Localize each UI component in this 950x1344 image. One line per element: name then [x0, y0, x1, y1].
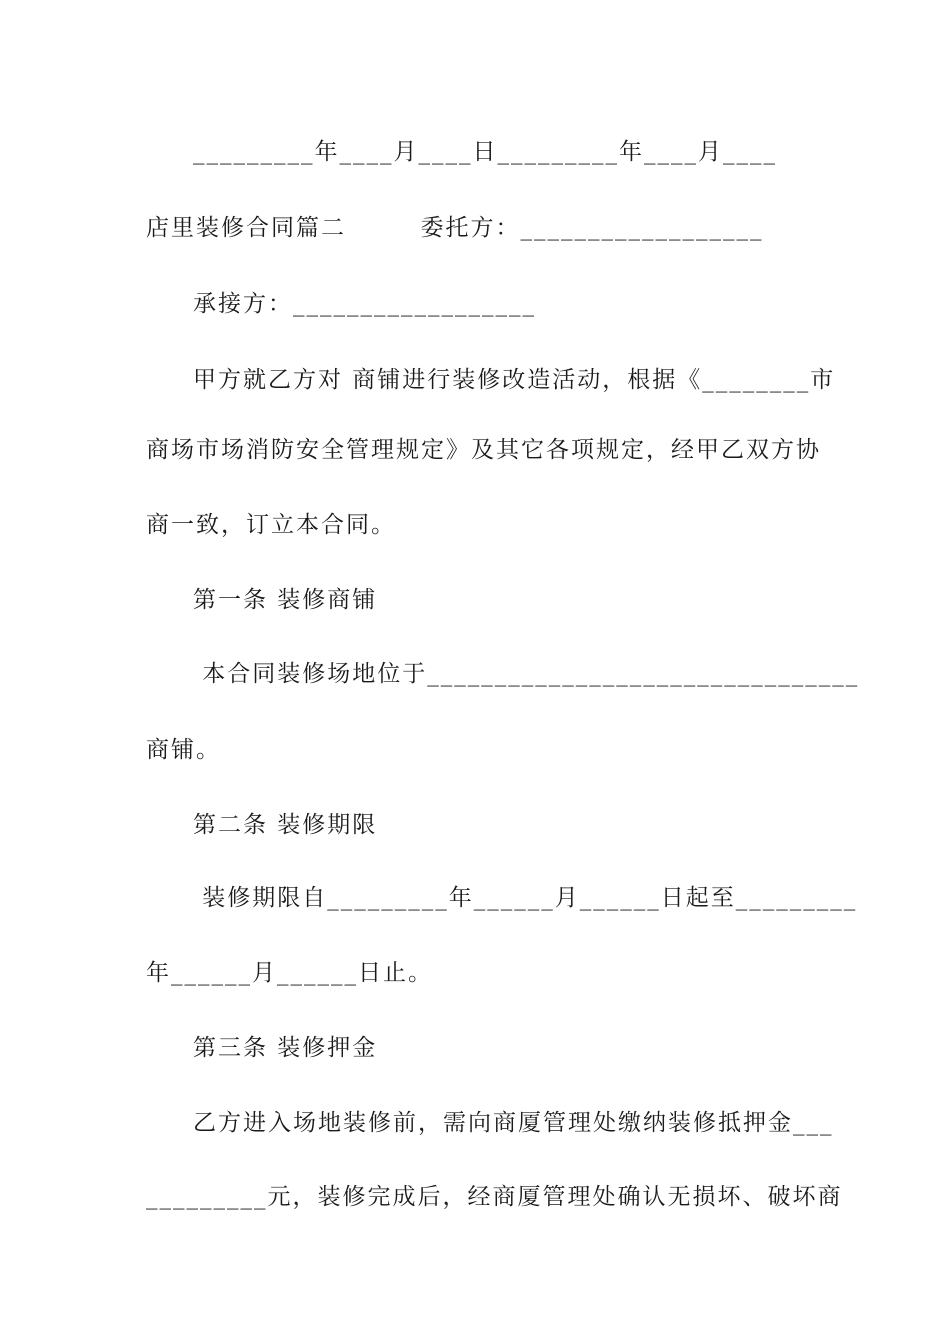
paragraph-line: _________元，装修完成后，经商厦管理处确认无损坏、破坏商 [146, 1184, 843, 1210]
date-blank-line: _________年____月____日_________年____月____ [193, 139, 777, 165]
paragraph-line: 商铺。 [146, 737, 221, 763]
paragraph-line: 甲方就乙方对 商铺进行装修改造活动，根据《________市 [193, 367, 836, 393]
paragraph-line: 本合同装修场地位于________________________________ [193, 661, 860, 687]
article-heading: 第三条 装修押金 [193, 1035, 378, 1061]
paragraph-line: 乙方进入场地装修前，需向商厦管理处缴纳装修抵押金___ [193, 1110, 834, 1136]
article-heading: 第一条 装修商铺 [193, 587, 378, 613]
article-heading: 第二条 装修期限 [193, 812, 378, 838]
paragraph-line: 商一致，订立本合同。 [146, 512, 396, 538]
paragraph-line: 商场市场消防安全管理规定》及其它各项规定，经甲乙双方协 [146, 437, 821, 463]
contract-title-line: 店里装修合同篇二 委托方：__________________ [146, 215, 764, 241]
paragraph-line: 装修期限自_________年______月______日起至_________ [193, 885, 858, 911]
contractor-line: 承接方：__________________ [193, 291, 536, 317]
paragraph-line: 年______月______日止。 [146, 960, 433, 986]
